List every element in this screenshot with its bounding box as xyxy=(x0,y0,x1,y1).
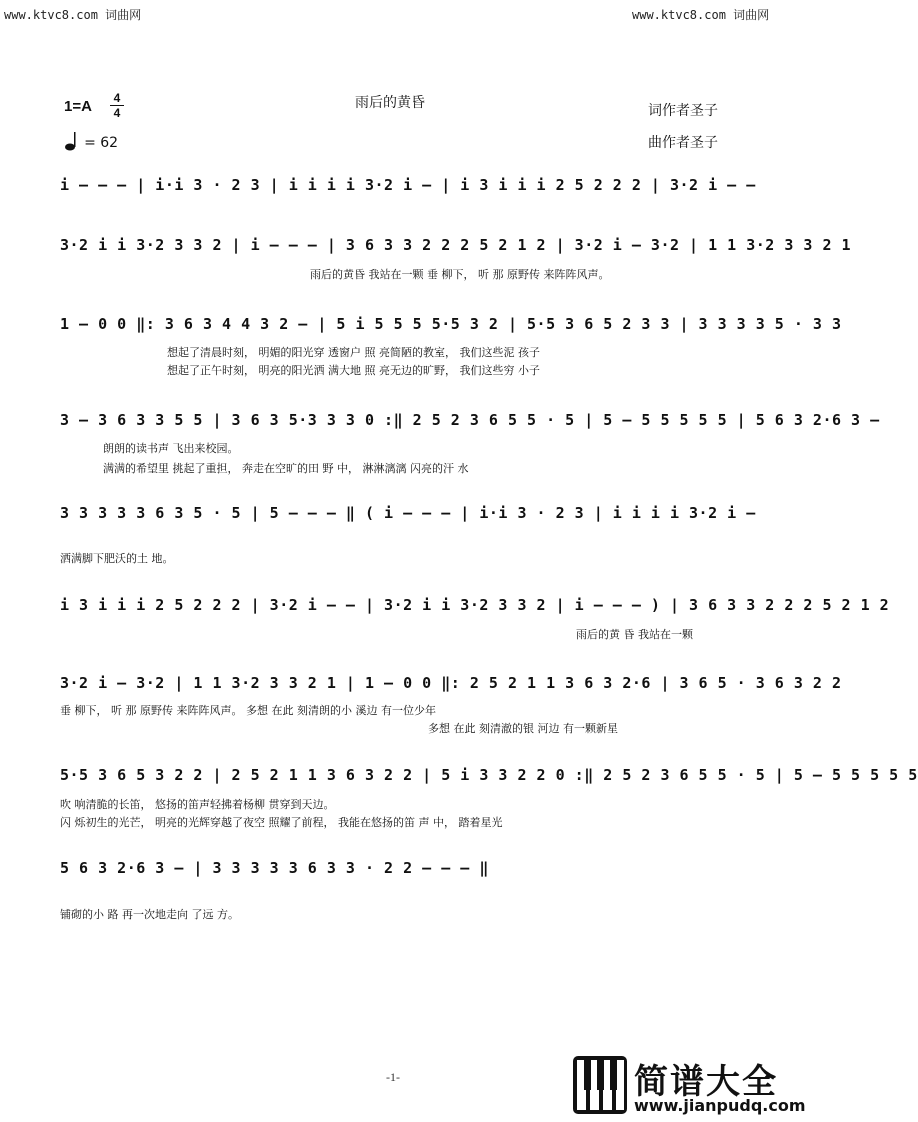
logo-url: www.jianpudq.com xyxy=(634,1096,806,1115)
notation-line-9: 5 6 3 2·6 3 – | 3 3 3 3 3 6 3 3 · 2 2 – – – ‖ xyxy=(60,859,489,877)
page-number: -1- xyxy=(386,1070,400,1084)
notation-line-3: 1 – 0 0 ‖: 3 6 3 4 4 3 2 – | 5 i 5 5 5 5·5 3 2 | 5·5 3 6 5 2 3 3 | 3 3 3 3 5 · 3 3 xyxy=(60,315,842,333)
lyrics-line-5: 洒满脚下肥沃的土 地。 xyxy=(60,552,174,565)
composer: 曲作者圣子 xyxy=(648,135,718,151)
site-link-left[interactable]: www.ktvc8.com 词曲网 xyxy=(4,8,142,22)
song-title: 雨后的黄昏 xyxy=(355,95,425,111)
lyricist: 词作者圣子 xyxy=(648,103,718,119)
time-signature xyxy=(110,92,124,119)
lyrics-line-3a: 想起了清晨时刻， 明媚的阳光穿 透窗户 照 亮简陋的教室， 我们这些泥 孩子 xyxy=(167,346,540,359)
notation-line-7: 3·2 i – 3·2 | 1 1 3·2 3 3 2 1 | 1 – 0 0 ‖: 2 5 2 1 1 3 6 3 2·6 | 3 6 5 · 3 6 3 2 2 xyxy=(60,674,842,692)
piano-keys-icon xyxy=(572,1054,628,1116)
lyrics-line-6: 雨后的黄 昏 我站在一颗 xyxy=(576,628,693,641)
notation-line-2: 3·2 i i 3·2 3 3 2 | i – – – | 3 6 3 3 2 2 2 5 2 1 2 | 3·2 i – 3·2 | 1 1 3·2 3 3 2 1 xyxy=(60,236,852,254)
lyrics-line-8a: 吹 响清脆的长笛， 悠扬的笛声轻拂着杨柳 贯穿到天边。 xyxy=(60,798,335,811)
time-signature-bottom: 4 xyxy=(113,106,121,120)
lyrics-line-7b: 多想 在此 刻清澈的银 河边 有一颗新星 xyxy=(428,722,618,735)
notation-line-5: 3 3 3 3 3 6 3 5 · 5 | 5 – – – ‖ ( i – – – | i·i 3 · 2 3 | i i i i 3·2 i – xyxy=(60,504,756,522)
notation-line-6: i 3 i i i 2 5 2 2 2 | 3·2 i – – | 3·2 i i 3·2 3 3 2 | i – – – ) | 3 6 3 3 2 2 2 5 2 1 2 xyxy=(60,596,890,614)
key-signature: 1=A xyxy=(64,98,92,115)
lyrics-line-4b: 满满的希望里 挑起了重担， 奔走在空旷的田 野 中， 淋淋漓漓 闪亮的汗 水 xyxy=(103,462,469,475)
tempo-mark xyxy=(64,130,119,156)
lyrics-line-9: 铺砌的小 路 再一次地走向 了远 方。 xyxy=(60,908,239,921)
lyrics-line-7a: 垂 柳下， 听 那 原野传 来阵阵风声。 多想 在此 刻清朗的小 溪边 有一位少年 xyxy=(60,704,436,717)
lyrics-line-8b: 闪 烁初生的光芒， 明亮的光辉穿越了夜空 照耀了前程， 我能在悠扬的笛 声 中， 踏着星光 xyxy=(60,816,503,829)
tempo-value: = 62 xyxy=(84,135,119,151)
lyrics-line-4a: 朗朗的读书声 飞出来校园。 xyxy=(103,442,239,455)
notation-line-4: 3 – 3 6 3 3 5 5 | 3 6 3 5·3 3 3 0 :‖ 2 5 2 3 6 5 5 · 5 | 5 – 5 5 5 5 5 | 5 6 3 2·6 3 – xyxy=(60,411,880,429)
logo-text: 简谱大全 xyxy=(634,1062,778,1102)
site-logo[interactable] xyxy=(572,1054,806,1118)
lyrics-line-3b: 想起了正午时刻， 明亮的阳光洒 满大地 照 亮无边的旷野， 我们这些穷 小子 xyxy=(167,364,540,377)
site-link-right[interactable]: www.ktvc8.com 词曲网 xyxy=(632,8,770,22)
notation-line-8: 5·5 3 6 5 3 2 2 | 2 5 2 1 1 3 6 3 2 2 | 5 i 3 3 2 2 0 :‖ 2 5 2 3 6 5 5 · 5 | 5 – 5 5 5 5 5 xyxy=(60,766,918,784)
quarter-note-icon xyxy=(64,130,80,152)
lyrics-line-2: 雨后的黄昏 我站在一颗 垂 柳下， 听 那 原野传 来阵阵风声。 xyxy=(310,268,610,281)
notation-line-1: i – – – | i·i 3 · 2 3 | i i i i 3·2 i – | i 3 i i i 2 5 2 2 2 | 3·2 i – – xyxy=(60,176,756,194)
time-signature-top: 4 xyxy=(113,91,121,105)
